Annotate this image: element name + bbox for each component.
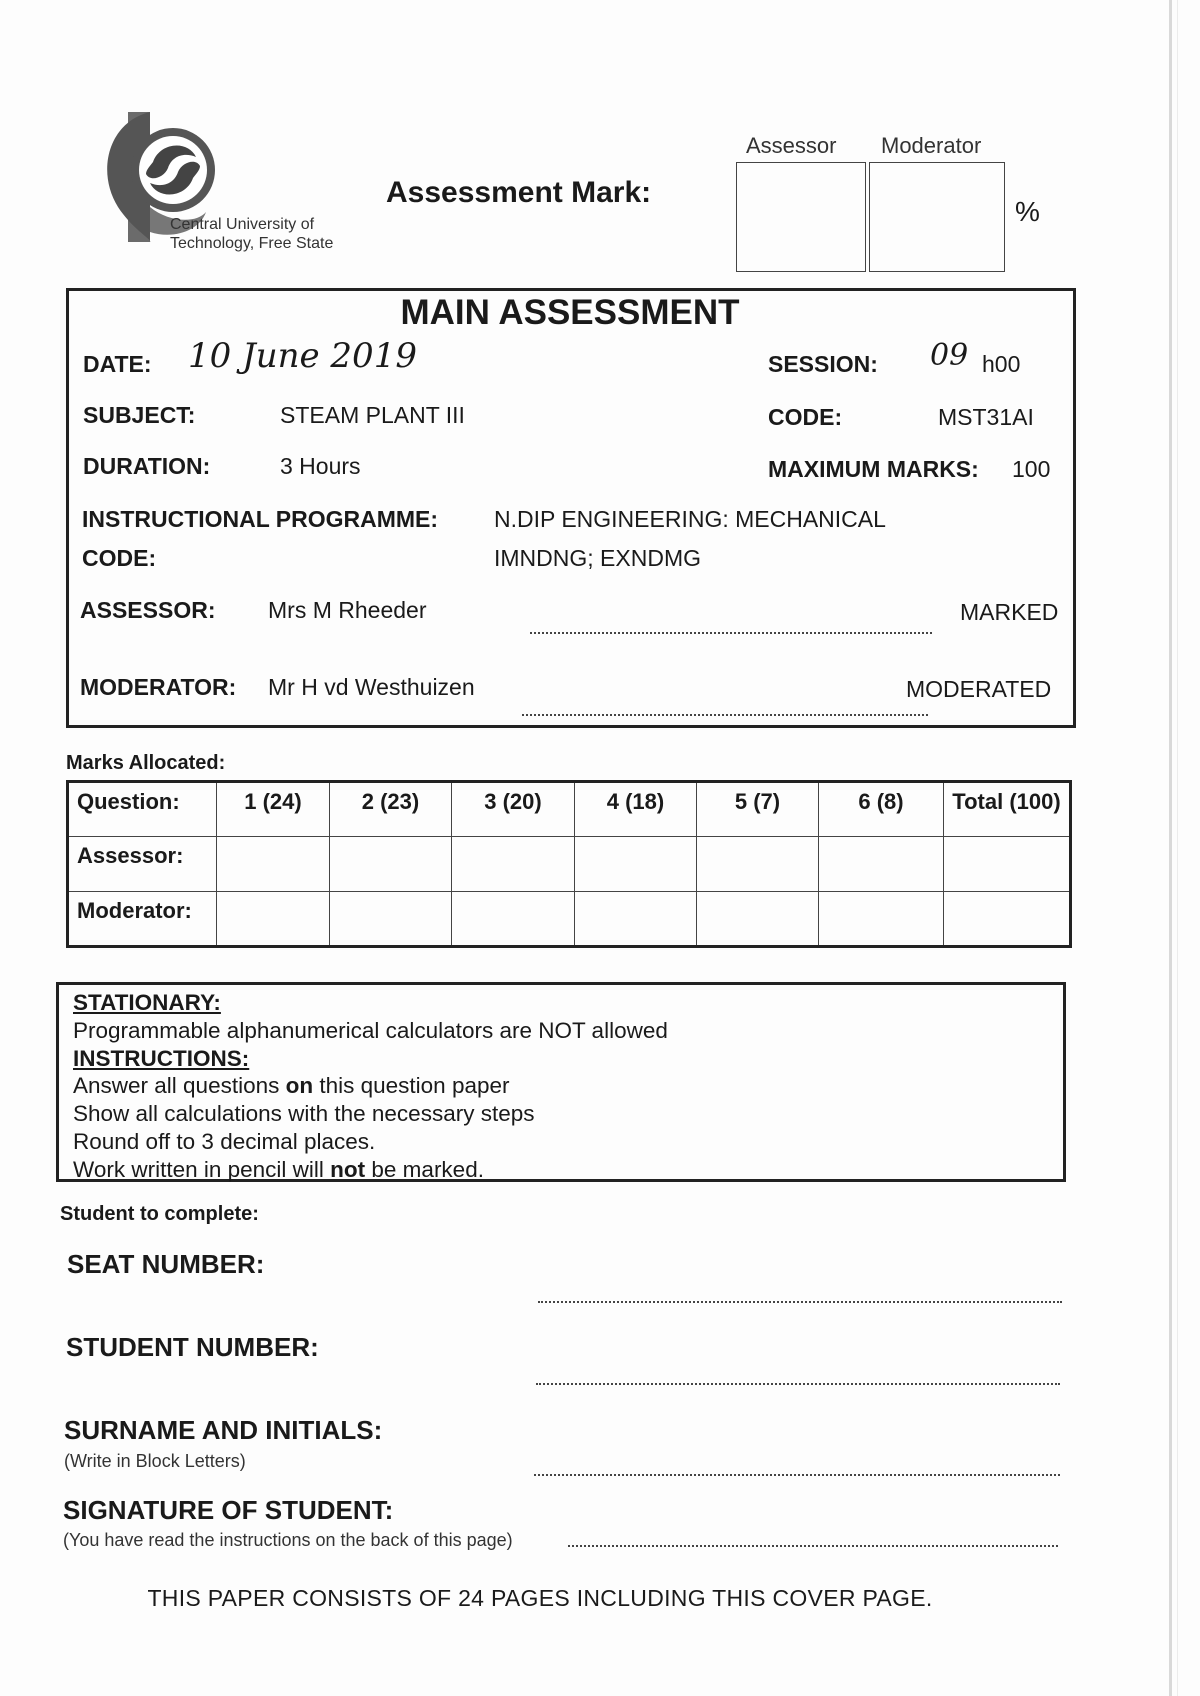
moderator-mark-cell[interactable] bbox=[697, 892, 819, 947]
moderator-label: MODERATOR: bbox=[80, 674, 237, 700]
assessor-mark-cell[interactable] bbox=[330, 837, 452, 892]
question-5-header: 5 (7) bbox=[697, 782, 819, 837]
assessor-box-label: Assessor bbox=[746, 133, 837, 158]
page-edge-line bbox=[1177, 0, 1178, 1696]
signature-label: SIGNATURE OF STUDENT: bbox=[63, 1495, 394, 1525]
subject-value: STEAM PLANT III bbox=[280, 402, 465, 428]
moderator-total-cell[interactable] bbox=[944, 892, 1071, 947]
page-edge-shadow bbox=[1169, 0, 1172, 1696]
marked-signature-line[interactable] bbox=[530, 632, 932, 634]
max-marks-value: 100 bbox=[1012, 456, 1051, 482]
assessor-mark-cell[interactable] bbox=[217, 837, 330, 892]
duration-label: DURATION: bbox=[83, 453, 211, 479]
marked-label: MARKED bbox=[960, 599, 1059, 625]
question-2-header: 2 (23) bbox=[330, 782, 452, 837]
date-label: DATE: bbox=[83, 351, 152, 377]
main-assessment-title: MAIN ASSESSMENT bbox=[400, 293, 740, 332]
instruction-line-1-bold: on bbox=[285, 1073, 314, 1099]
moderator-box-label: Moderator bbox=[881, 133, 982, 158]
assessor-value: Mrs M Rheeder bbox=[268, 597, 427, 623]
surname-label: SURNAME AND INITIALS: bbox=[64, 1415, 383, 1445]
moderator-mark-cell[interactable] bbox=[819, 892, 944, 947]
question-1-header: 1 (24) bbox=[217, 782, 330, 837]
instruction-line-1 bbox=[73, 1072, 1049, 1100]
moderator-mark-cell[interactable] bbox=[330, 892, 452, 947]
moderator-mark-box[interactable] bbox=[869, 162, 1005, 272]
table-row bbox=[68, 782, 1071, 837]
signature-note: (You have read the instructions on the back of this page) bbox=[63, 1530, 513, 1550]
question-4-header: 4 (18) bbox=[575, 782, 697, 837]
instruction-line-1-post: this question paper bbox=[313, 1073, 510, 1099]
table-row bbox=[68, 837, 1071, 892]
moderator-value: Mr H vd Westhuizen bbox=[268, 674, 475, 700]
institution-name bbox=[170, 215, 333, 253]
assessor-mark-cell[interactable] bbox=[819, 837, 944, 892]
seat-number-field[interactable] bbox=[538, 1301, 1062, 1303]
page-count-footer: THIS PAPER CONSISTS OF 24 PAGES INCLUDING THIS COVER PAGE. bbox=[147, 1585, 933, 1611]
student-section-heading: Student to complete: bbox=[60, 1203, 259, 1225]
row-label-question: Question: bbox=[68, 782, 217, 837]
instruction-line-1-pre: Answer all questions bbox=[73, 1073, 286, 1099]
instruction-line-4-bold: not bbox=[330, 1156, 366, 1182]
assessor-mark-cell[interactable] bbox=[575, 837, 697, 892]
moderator-mark-cell[interactable] bbox=[452, 892, 575, 947]
moderated-label: MODERATED bbox=[906, 676, 1052, 702]
session-label: SESSION: bbox=[768, 351, 878, 377]
total-header: Total (100) bbox=[944, 782, 1071, 837]
moderator-mark-cell[interactable] bbox=[217, 892, 330, 947]
duration-value: 3 Hours bbox=[280, 453, 361, 479]
instructions-heading: INSTRUCTIONS: bbox=[73, 1045, 250, 1071]
session-suffix: h00 bbox=[982, 351, 1021, 377]
surname-field[interactable] bbox=[534, 1474, 1060, 1476]
signature-field[interactable] bbox=[568, 1545, 1058, 1547]
row-label-moderator: Moderator: bbox=[68, 892, 217, 947]
programme-value: N.DIP ENGINEERING: MECHANICAL bbox=[494, 506, 886, 532]
code-label: CODE: bbox=[768, 404, 843, 430]
moderator-mark-cell[interactable] bbox=[575, 892, 697, 947]
max-marks-label: MAXIMUM MARKS: bbox=[768, 456, 979, 482]
percent-sign: % bbox=[1015, 196, 1040, 227]
seat-number-label: SEAT NUMBER: bbox=[67, 1249, 265, 1279]
surname-note: (Write in Block Letters) bbox=[64, 1451, 246, 1471]
assessor-mark-cell[interactable] bbox=[697, 837, 819, 892]
marks-table bbox=[66, 780, 1072, 948]
code-value: MST31AI bbox=[938, 404, 1034, 430]
stationary-text: Programmable alphanumerical calculators are NOT allowed bbox=[73, 1017, 668, 1043]
programme-code-value: IMNDNG; EXNDMG bbox=[494, 545, 701, 571]
moderated-signature-line[interactable] bbox=[522, 714, 928, 716]
stationary-heading: STATIONARY: bbox=[73, 990, 221, 1015]
institution-name-line1: Central University of bbox=[170, 216, 315, 233]
question-3-header: 3 (20) bbox=[452, 782, 575, 837]
programme-label: INSTRUCTIONAL PROGRAMME: bbox=[82, 506, 439, 532]
date-value: 10 June 2019 bbox=[188, 336, 417, 376]
instruction-line-3: Round off to 3 decimal places. bbox=[73, 1128, 376, 1154]
assessor-total-cell[interactable] bbox=[944, 837, 1071, 892]
institution-name-line2: Technology, Free State bbox=[170, 235, 334, 252]
assessment-mark-label: Assessment Mark: bbox=[386, 176, 652, 209]
table-row bbox=[68, 892, 1071, 947]
subject-label: SUBJECT: bbox=[83, 402, 196, 428]
programme-code-label: CODE: bbox=[82, 545, 157, 571]
question-6-header: 6 (8) bbox=[819, 782, 944, 837]
row-label-assessor: Assessor: bbox=[68, 837, 217, 892]
instruction-line-4-post: be marked. bbox=[365, 1156, 484, 1182]
student-number-field[interactable] bbox=[536, 1383, 1060, 1385]
instruction-line-4 bbox=[73, 1156, 1049, 1184]
instructions-box bbox=[56, 982, 1066, 1182]
instruction-line-2: Show all calculations with the necessary steps bbox=[73, 1101, 535, 1127]
assessor-mark-cell[interactable] bbox=[452, 837, 575, 892]
assessor-mark-box[interactable] bbox=[736, 162, 866, 272]
session-hand-value: 09 bbox=[930, 338, 969, 373]
assessor-label: ASSESSOR: bbox=[80, 597, 216, 623]
instruction-line-4-pre: Work written in pencil will bbox=[73, 1156, 331, 1182]
student-number-label: STUDENT NUMBER: bbox=[66, 1332, 319, 1362]
marks-allocated-caption: Marks Allocated: bbox=[66, 752, 226, 774]
